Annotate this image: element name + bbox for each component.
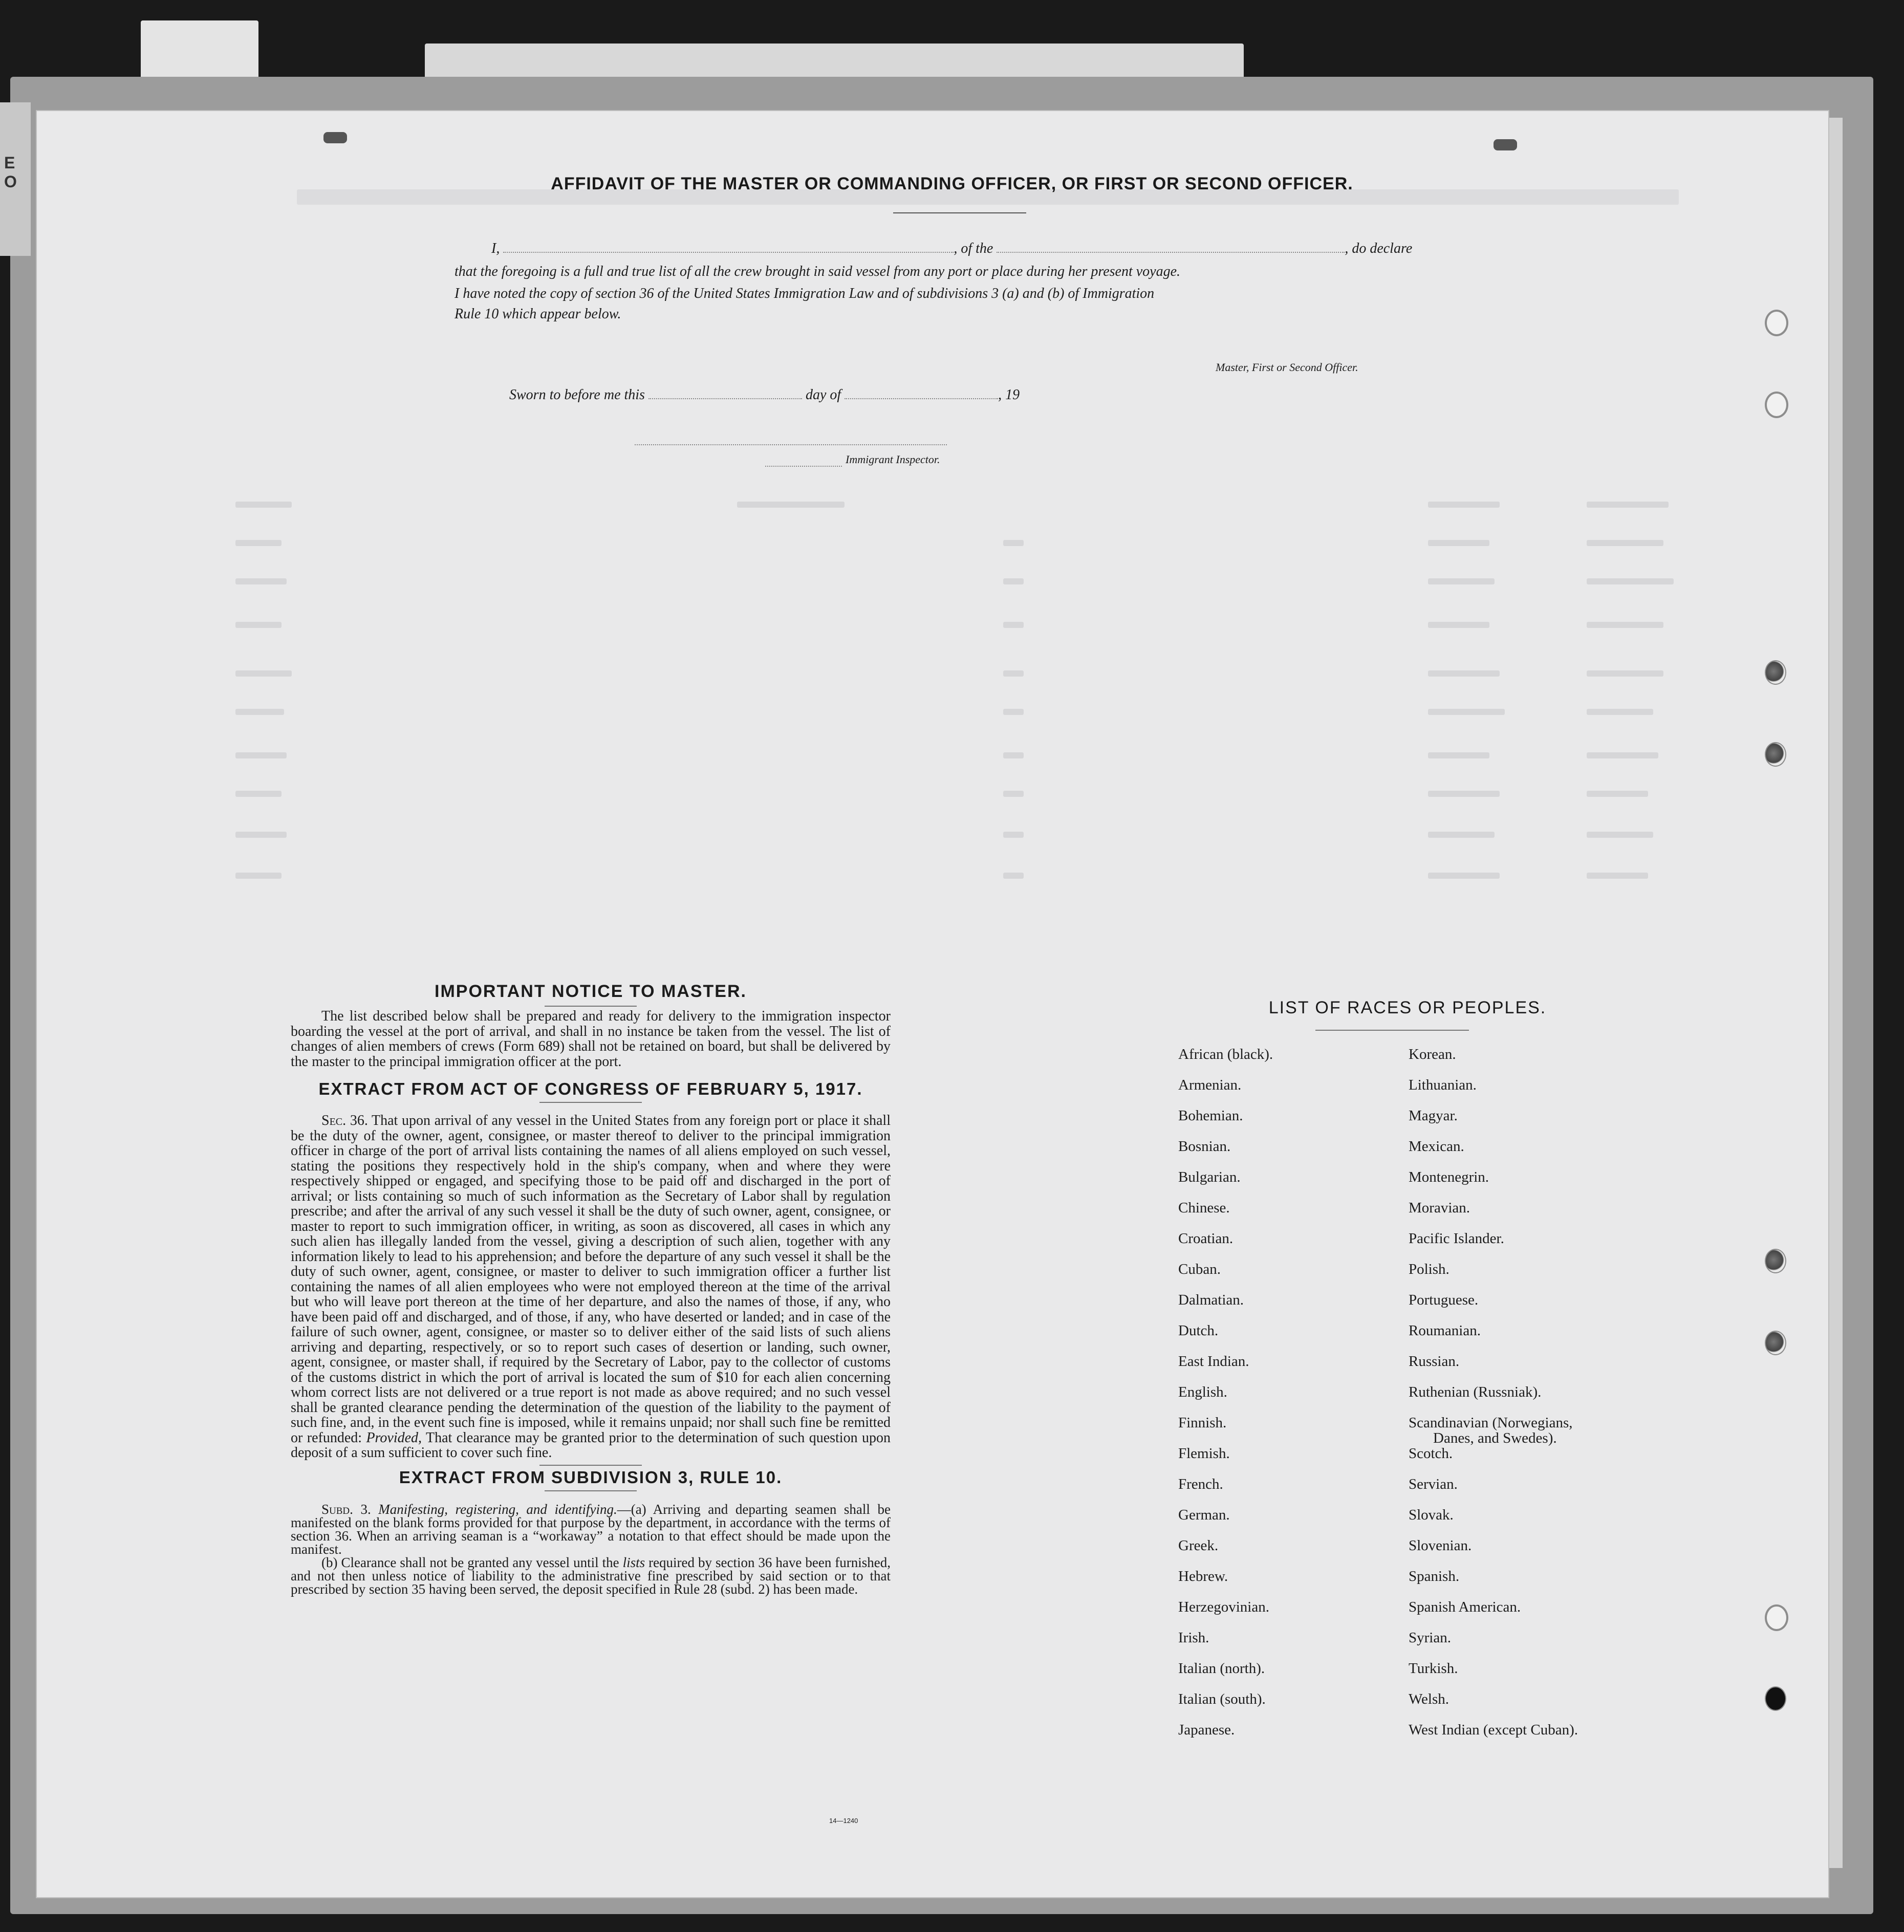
race-item: Dalmatian.: [1178, 1292, 1244, 1308]
race-item: French.: [1178, 1476, 1223, 1492]
race-item: Korean.: [1409, 1046, 1456, 1062]
race-item: Scotch.: [1409, 1445, 1453, 1462]
act-body-end: That clearance may be granted prior to the determination of such question upon deposit of a sum sufficient to cover such fine.: [291, 1429, 891, 1461]
race-item: East Indian.: [1178, 1353, 1249, 1370]
race-item: Greek.: [1178, 1537, 1219, 1554]
subd-italic: Manifesting, registering, and identifying.: [378, 1501, 617, 1517]
race-item: Irish.: [1178, 1630, 1209, 1646]
race-item: Polish.: [1409, 1261, 1449, 1277]
race-item: Slovenian.: [1409, 1537, 1472, 1554]
race-item: African (black).: [1178, 1046, 1273, 1062]
act-body: That upon arrival of any vessel in the United States from any foreign port or place it shall be the duty of the owner, agent, consignee, or master thereof to deliver to the principal immigration officer in charge of the port of arrival lists containing the names of all aliens employed on such vessel, stating the positions they respectively hold in the ship's company, when and where they were respectively shipped or engaged, and specifying those to be paid off and discharged in the port of arrival; or lists containing so much of such information as the Secretary of Labor shall by regulation prescribe; and after the arrival of any such vessel it shall be the duty of such owner, agent, consignee, or master to report to such immigration officer, in writing, as soon as discovered, all cases in which any such alien has illegally landed from the vessel, giving a description of such alien, together with any information likely to lead to his apprehension; and before the departure of any such vessel it shall be the duty of such owner, agent, consignee, or master to deliver to such immigration officer a further list containing the names of all alien employees who were not employed thereon at the time of the arrival but who will leave port thereon at the time of her departure, and also the names of those, if any, who have been paid off and discharged, and of those, if any, who have deserted or landed; and in case of the failure of such owner, agent, consignee, or master so to deliver either of the said lists of such aliens arriving and departing, respectively, or so to report such cases of desertion or landing, such owner, agent, consignee, or master shall, if required by the Secretary of Labor, pay to the collector of customs of the customs district in which the port of arrival is located the sum of $10 for each alien concerning whom correct lists are not delivered or a true report is not made as above required; and no such vessel shall be granted clearance pending the determination of the question of the liability to the payment of such fine, and, in the event such fine is imposed, while it remains unpaid; nor shall such fine be remitted or refunded:: [291, 1113, 891, 1446]
binder-hole: [1765, 1604, 1788, 1631]
race-item: Spanish.: [1409, 1568, 1460, 1584]
race-item: Finnish.: [1178, 1415, 1227, 1431]
race-item: West Indian (except Cuban).: [1409, 1722, 1578, 1738]
affidavit-line-2: that the foregoing is a full and true list of all the crew brought in said vessel from any port or place during her present voyage.: [455, 264, 1181, 279]
affidavit-line-1: [455, 241, 1412, 257]
subdivision-text-a: [291, 1503, 891, 1556]
race-item: Moravian.: [1409, 1200, 1470, 1216]
inspector-signature-blank-2: [765, 457, 842, 467]
race-item: Roumanian.: [1409, 1322, 1481, 1339]
race-item-continued: Danes, and Swedes).: [1433, 1430, 1557, 1446]
sworn-month-blank: [845, 389, 998, 399]
race-item: Scandinavian (Norwegians,: [1409, 1415, 1573, 1431]
race-item: Bohemian.: [1178, 1108, 1243, 1124]
binder-hole: [1765, 1331, 1786, 1355]
notice-text: [291, 1009, 891, 1069]
sworn-year-label: , 19: [998, 387, 1020, 403]
race-item: Lithuanian.: [1409, 1077, 1477, 1093]
races-title: LIST OF RACES OR PEOPLES.: [1268, 998, 1547, 1017]
race-item: Slovak.: [1409, 1507, 1454, 1523]
race-item: Syrian.: [1409, 1630, 1451, 1646]
subd-b-end: required by section 36 have been furnished, and not then unless notice of liability to the administrative fine prescribed by said section or to that prescribed by section 35 having been served, the deposit specified in Rule 28 (subd. 2) has been made.: [291, 1554, 891, 1597]
race-item: Mexican.: [1409, 1138, 1464, 1155]
section-label: Sec. 36.: [321, 1113, 368, 1128]
staple-mark: [1494, 139, 1517, 150]
subd-b-start: (b) Clearance shall not be granted any vessel until the: [321, 1554, 619, 1570]
race-item: Russian.: [1409, 1353, 1460, 1370]
race-item: English.: [1178, 1384, 1227, 1400]
notice-body: The list described below shall be prepared and ready for delivery to the immigration inspector boarding the vessel at the port of arrival, and shall in no instance be taken from the vessel. The list of changes of alien members of crews (Form 689) shall not be retained on board, but shall be delivered by the master to the principal immigration officer at the port.: [291, 1008, 891, 1070]
notice-title: IMPORTANT NOTICE TO MASTER.: [435, 982, 747, 1001]
sworn-date-blank: [648, 389, 802, 399]
race-item: Welsh.: [1409, 1691, 1449, 1707]
inspector-label: Immigrant Inspector.: [846, 453, 940, 466]
act-text: [291, 1113, 891, 1461]
race-item: Turkish.: [1409, 1660, 1458, 1677]
race-item: Chinese.: [1178, 1200, 1230, 1216]
race-item: Italian (south).: [1178, 1691, 1266, 1707]
affidavit-title: AFFIDAVIT OF THE MASTER OR COMMANDING OFFICER, OR FIRST OR SECOND OFFICER.: [551, 174, 1353, 193]
race-item: Magyar.: [1409, 1108, 1458, 1124]
act-rule: [539, 1102, 642, 1103]
subdivision-text-b: [291, 1556, 891, 1596]
race-item: Bulgarian.: [1178, 1169, 1241, 1185]
folder-tab: [141, 20, 258, 79]
subd-b-lists: lists: [622, 1554, 645, 1570]
binder-hole: [1765, 392, 1788, 418]
subdivision-rule: [545, 1490, 637, 1491]
title-rule: [893, 212, 1026, 213]
vessel-label: , of the: [954, 241, 993, 256]
sworn-prefix: Sworn to before me this: [509, 387, 645, 403]
race-item: Armenian.: [1178, 1077, 1242, 1093]
race-item: Herzegovinian.: [1178, 1599, 1269, 1615]
race-item: German.: [1178, 1507, 1230, 1523]
notice-column: [291, 982, 891, 1596]
declarant-name-blank: [503, 243, 954, 253]
subdivision-title: EXTRACT FROM SUBDIVISION 3, RULE 10.: [399, 1467, 783, 1487]
declare-label: , do declare: [1345, 241, 1413, 256]
binder-hole: [1765, 310, 1788, 336]
master-signature-label: Master, First or Second Officer.: [1216, 361, 1358, 374]
vessel-name-blank: [997, 243, 1345, 253]
form-number: 14—1240: [829, 1817, 858, 1825]
race-item: Spanish American.: [1409, 1599, 1521, 1615]
subd-a-body: —(a) Arriving and departing seamen shall be manifested on the blank forms provided for that purpose by the department, in accordance with the terms of section 36. When an arriving seaman is a “workaway” a notation to that effect should be made upon the manifest.: [291, 1501, 891, 1557]
race-item: Italian (north).: [1178, 1660, 1265, 1677]
race-item: Montenegrin.: [1409, 1169, 1489, 1185]
race-item: Croatian.: [1178, 1230, 1234, 1247]
race-item: Portuguese.: [1409, 1292, 1479, 1308]
race-item: Dutch.: [1178, 1322, 1219, 1339]
race-item: Bosnian.: [1178, 1138, 1231, 1155]
race-item: Flemish.: [1178, 1445, 1230, 1462]
affidavit-line-4: Rule 10 which appear below.: [455, 306, 621, 322]
staple-mark: [323, 132, 347, 143]
inspector-signature-blank: [635, 435, 947, 445]
race-item: Japanese.: [1178, 1722, 1235, 1738]
race-item: Ruthenian (Russniak).: [1409, 1384, 1542, 1400]
provided-word: Provided,: [366, 1429, 422, 1446]
race-item: Servian.: [1409, 1476, 1458, 1492]
binder-hole: [1765, 742, 1786, 767]
race-item: Pacific Islander.: [1409, 1230, 1504, 1247]
binder-hole: [1765, 1249, 1786, 1273]
races-rule: [1315, 1030, 1469, 1031]
subd-label: Subd. 3.: [321, 1501, 371, 1517]
binder-hole: [1765, 1686, 1786, 1711]
subdivision-rule-top: [539, 1465, 642, 1466]
race-item: Cuban.: [1178, 1261, 1221, 1277]
binder-hole: [1765, 660, 1786, 685]
act-title: EXTRACT FROM ACT OF CONGRESS OF FEBRUARY 5, 1917.: [318, 1079, 863, 1098]
race-item: Hebrew.: [1178, 1568, 1228, 1584]
sworn-day-label: day of: [805, 387, 841, 403]
adjacent-page-strip: E O: [0, 102, 31, 256]
affidavit-line-3: I have noted the copy of section 36 of the United States Immigration Law and of subdivisions 3 (a) and (b) of Immigration: [455, 286, 1155, 301]
declarant-label: I,: [491, 241, 500, 256]
sworn-line: [509, 387, 1020, 403]
notice-rule: [545, 1006, 637, 1007]
